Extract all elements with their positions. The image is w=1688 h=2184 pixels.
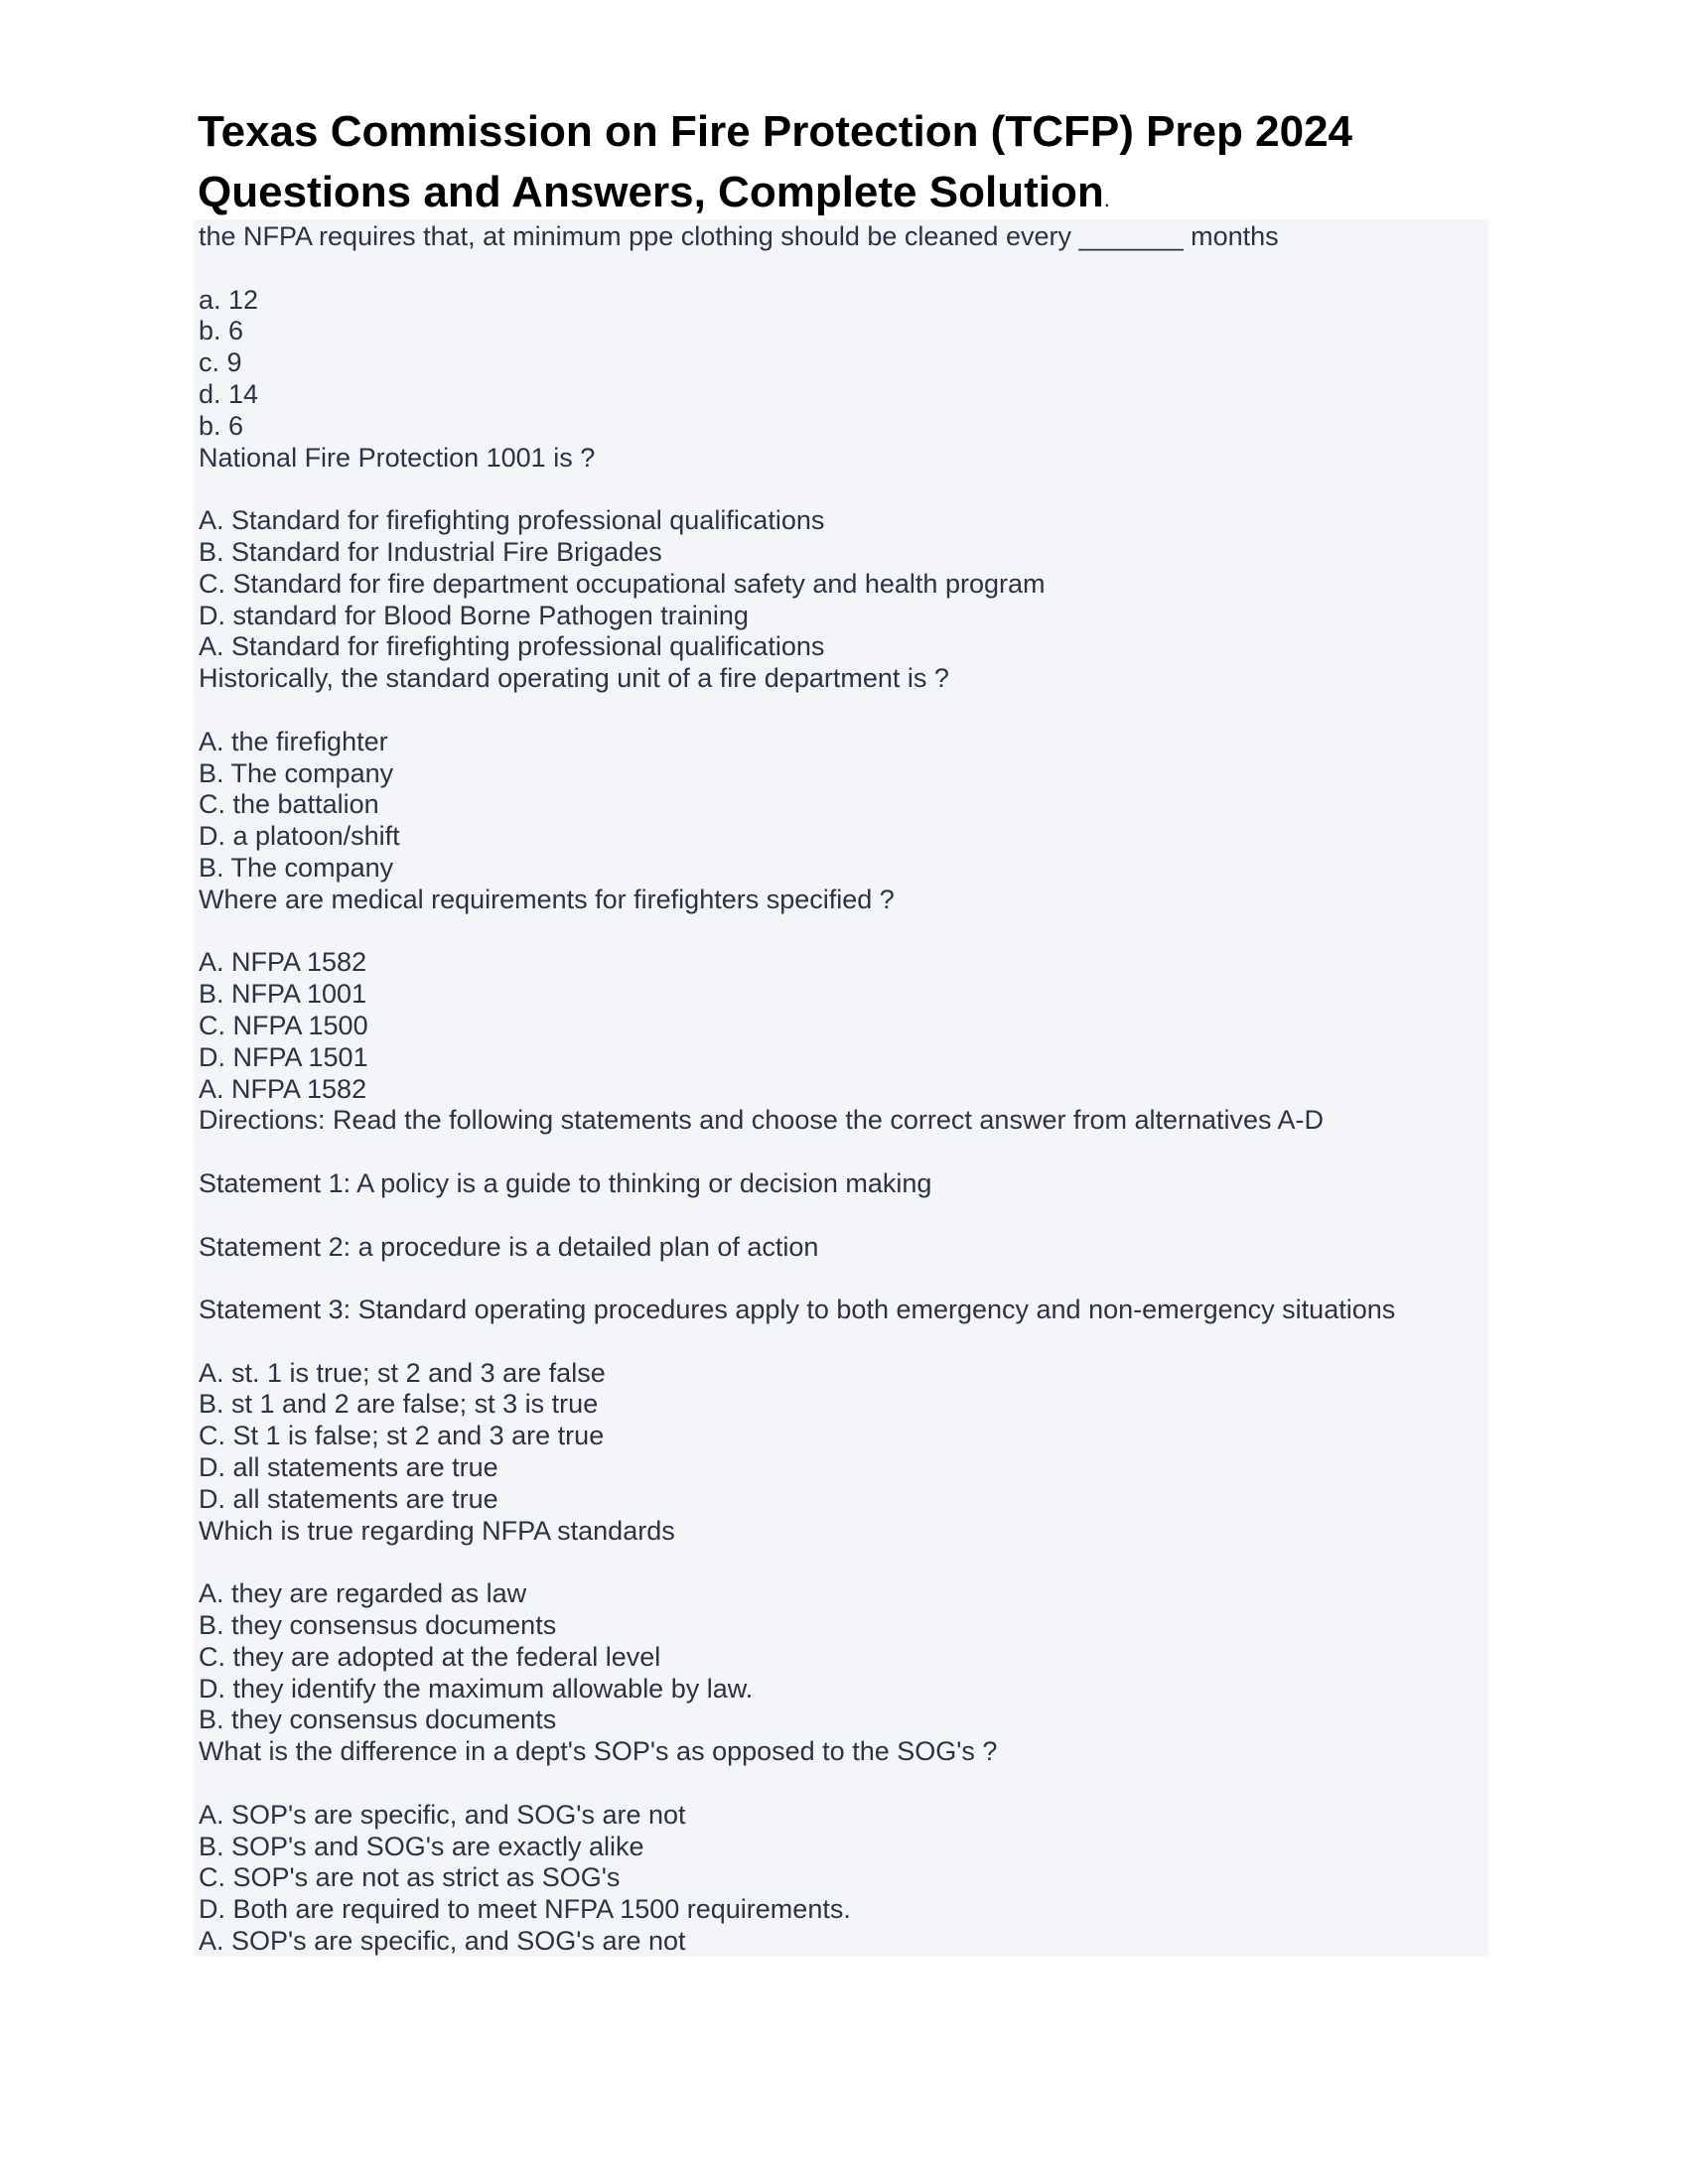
question-text: National Fire Protection 1001 is ? — [199, 442, 596, 473]
option: A. they are regarded as law — [199, 1578, 527, 1609]
qa-item — [199, 1516, 1488, 1737]
question-text: What is the difference in a dept's SOP's as opposed to the SOG's ? — [199, 1736, 998, 1767]
option: D. a platoon/shift — [199, 821, 400, 852]
answer: A. Standard for firefighting professional qualifications — [199, 631, 825, 662]
statement: Statement 2: a procedure is a detailed plan of action — [199, 1231, 819, 1262]
option: b. 6 — [199, 316, 244, 346]
qa-item — [199, 221, 1488, 443]
question-text: Where are medical requirements for firefighters specified ? — [199, 884, 895, 914]
question-text: Which is true regarding NFPA standards — [199, 1515, 675, 1546]
statement: Statement 1: A policy is a guide to thinking or decision making — [199, 1167, 932, 1198]
answer: B. The company — [199, 852, 394, 883]
question-text: Historically, the standard operating unit of a fire department is ? — [199, 663, 949, 694]
option: C. NFPA 1500 — [199, 1010, 368, 1040]
option: A. the firefighter — [199, 726, 388, 756]
option: A. SOP's are specific, and SOG's are not — [199, 1799, 686, 1830]
option: C. SOP's are not as strict as SOG's — [199, 1862, 621, 1893]
option: a. 12 — [199, 284, 259, 315]
document-title — [198, 101, 1488, 229]
option: C. they are adopted at the federal level — [199, 1641, 661, 1672]
option: D. all statements are true — [199, 1452, 498, 1483]
option: c. 9 — [199, 347, 242, 378]
answer: b. 6 — [199, 410, 244, 441]
statement: Statement 3: Standard operating procedures apply to both emergency and non-emergency situations — [199, 1295, 1396, 1325]
document-title-period: . — [1103, 187, 1110, 211]
option: C. Standard for fire department occupational safety and health program — [199, 568, 1046, 599]
option: B. SOP's and SOG's are exactly alike — [199, 1831, 644, 1861]
qa-item — [199, 443, 1488, 664]
qa-item — [199, 663, 1488, 885]
question-text: Directions: Read the following statements and choose the correct answer from alternatives A-D — [199, 1105, 1325, 1136]
answer: D. all statements are true — [199, 1483, 498, 1514]
option: C. the battalion — [199, 789, 379, 820]
option: B. they consensus documents — [199, 1610, 557, 1641]
option: D. Both are required to meet NFPA 1500 requirements. — [199, 1894, 851, 1925]
option: A. st. 1 is true; st 2 and 3 are false — [199, 1357, 606, 1388]
option: A. Standard for firefighting professional qualifications — [199, 505, 825, 536]
option: B. The company — [199, 757, 394, 788]
qa-content — [194, 219, 1488, 1957]
option: D. NFPA 1501 — [199, 1041, 368, 1072]
qa-item — [199, 1736, 1488, 1958]
option: d. 14 — [199, 378, 259, 409]
answer: A. NFPA 1582 — [199, 1073, 367, 1104]
question-text: the NFPA requires that, at minimum ppe clothing should be cleaned every _______ months — [199, 221, 1279, 251]
option: D. standard for Blood Borne Pathogen training — [199, 600, 749, 630]
option: A. NFPA 1582 — [199, 947, 367, 978]
option: B. NFPA 1001 — [199, 979, 367, 1010]
answer: B. they consensus documents — [199, 1705, 557, 1735]
option: B. st 1 and 2 are false; st 3 is true — [199, 1389, 599, 1420]
option: B. Standard for Industrial Fire Brigades — [199, 536, 662, 567]
qa-item — [199, 885, 1488, 1106]
answer: A. SOP's are specific, and SOG's are not — [199, 1926, 686, 1957]
document-title-text: Texas Commission on Fire Protection (TCFP) Prep 2024 Questions and Answers, Complete Solution — [198, 107, 1353, 216]
qa-item — [199, 1105, 1488, 1515]
option: C. St 1 is false; st 2 and 3 are true — [199, 1421, 605, 1451]
option: D. they identify the maximum allowable by law. — [199, 1673, 754, 1704]
